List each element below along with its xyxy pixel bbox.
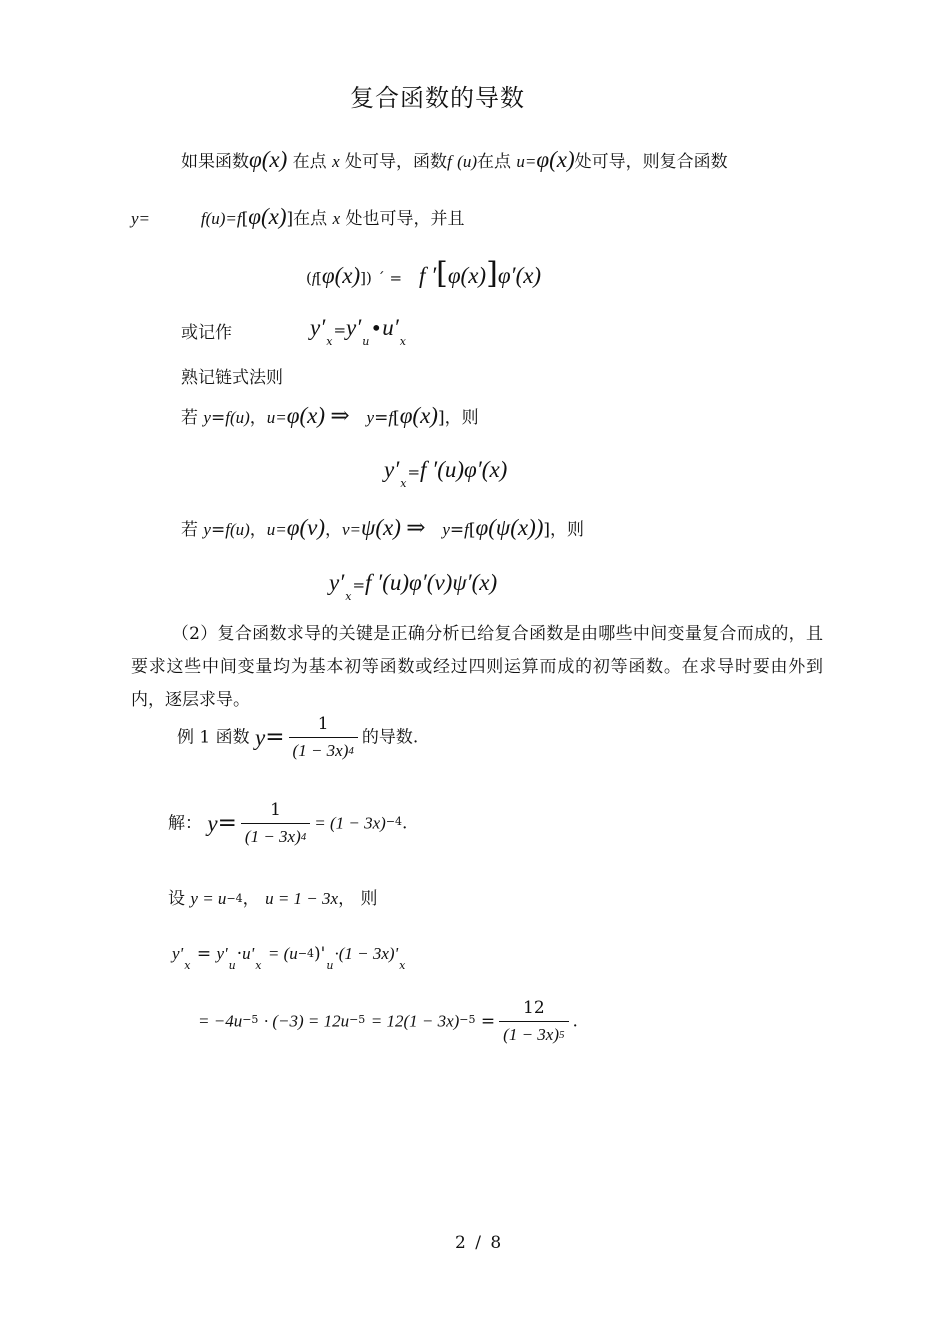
- math-symbol: =: [210, 408, 226, 428]
- rule-2: [181, 514, 584, 543]
- text: .: [402, 813, 408, 834]
- math-var: (u)=: [205, 209, 237, 228]
- math-symbol: [: [468, 520, 476, 540]
- text: 或记作: [181, 323, 232, 343]
- math-var: y': [172, 944, 184, 963]
- math-var: v=: [342, 520, 362, 539]
- math-f-prime: f ′: [418, 263, 437, 288]
- math-var: (u): [229, 408, 250, 427]
- substitution-line: [168, 889, 377, 909]
- text: .: [572, 1011, 578, 1032]
- math-symbol: [: [316, 269, 322, 287]
- math-var: f: [225, 520, 230, 539]
- result-1: [384, 456, 508, 490]
- math-subscript: x: [345, 590, 352, 603]
- math-symbol: ´ =: [377, 269, 403, 287]
- math-exponent: −4: [385, 815, 403, 829]
- math-phi-x: φ(x): [248, 204, 287, 229]
- derivative-line: [172, 944, 406, 972]
- text: 若: [181, 520, 198, 540]
- math-phi-psi-x: φ(ψ(x)): [475, 515, 544, 540]
- math-var: y': [216, 944, 228, 963]
- fraction: [289, 714, 358, 762]
- text: 如果函数: [181, 152, 249, 172]
- math-expression: u = 1 − 3x: [265, 889, 339, 908]
- math-exponent: −5: [459, 1013, 476, 1027]
- solution: [168, 800, 407, 848]
- text: [: [241, 209, 249, 229]
- text: ，: [249, 408, 267, 428]
- math-exponent: 4: [300, 831, 307, 844]
- math-var: u=: [266, 520, 287, 539]
- text: 在点: [292, 152, 327, 172]
- math-var: f: [225, 408, 230, 427]
- math-var: f: [311, 271, 317, 287]
- math-var: y: [203, 408, 211, 427]
- math-var: u′: [382, 315, 399, 340]
- text: 处也可导，并且: [345, 209, 465, 229]
- math-var: y: [203, 520, 211, 539]
- fraction: [241, 800, 310, 848]
- math-var: u': [242, 944, 255, 963]
- math-symbol: =: [374, 408, 389, 428]
- fraction-denominator: [499, 1021, 568, 1045]
- math-expression: = (1 − 3x): [314, 813, 386, 833]
- intro-line-2: [131, 203, 465, 231]
- example-label: 例 1 函数: [177, 727, 250, 748]
- math-symbol: =: [480, 1011, 496, 1032]
- math-symbol: )': [314, 944, 326, 964]
- math-var: f: [388, 408, 394, 427]
- math-expression: f ′(u)φ′(v)ψ′(x): [365, 570, 498, 595]
- text: ，则: [444, 408, 479, 428]
- math-phi-x: φ(x): [399, 403, 438, 428]
- implies-icon: ⇒: [406, 515, 426, 541]
- math-symbol: ]: [437, 408, 445, 428]
- math-var: y: [442, 520, 450, 539]
- text: 处可导，函数: [345, 152, 448, 172]
- math-subscript: x: [399, 335, 406, 348]
- text: 在点: [477, 152, 511, 172]
- text: 处可导，则复合函数: [574, 152, 728, 172]
- math-var: y: [255, 725, 266, 751]
- math-var: f: [464, 520, 469, 539]
- math-exponent: −4: [226, 892, 243, 905]
- math-subscript: u: [326, 959, 334, 972]
- math-subscript: u: [362, 335, 370, 348]
- math-var: (u): [229, 520, 250, 539]
- fraction-numerator: 12: [523, 998, 545, 1018]
- math-subscript: x: [326, 335, 333, 348]
- math-phi-x: φ(x): [447, 263, 487, 288]
- text: ，: [338, 889, 356, 909]
- math-symbol: =: [333, 321, 347, 339]
- math-exponent: −5: [349, 1013, 366, 1027]
- math-symbol: =: [196, 944, 212, 964]
- math-bracket: [: [436, 256, 448, 291]
- math-expression: (1 − 3x): [292, 741, 349, 761]
- notation-line: [181, 323, 232, 343]
- fraction-denominator: [289, 737, 358, 761]
- math-symbol: [: [393, 408, 400, 428]
- intro-line-1: [181, 146, 728, 174]
- math-expression: · (−3) = 12u: [263, 1011, 350, 1031]
- math-symbol: =: [217, 810, 237, 837]
- text: ，: [249, 520, 267, 540]
- math-var: y: [366, 408, 375, 427]
- math-symbol: =: [449, 520, 465, 540]
- math-var: (u): [457, 152, 477, 171]
- fraction: [499, 998, 568, 1046]
- math-expression: y = u: [190, 889, 227, 908]
- implies-icon: ⇒: [330, 403, 350, 429]
- math-expression: = −4u: [198, 1011, 243, 1031]
- math-var: u=: [516, 152, 537, 171]
- rule-1: [181, 402, 479, 431]
- math-var: x: [332, 152, 340, 171]
- chain-rule-heading: 熟记链式法则: [181, 368, 283, 388]
- math-var: f: [200, 209, 206, 228]
- math-symbol: =: [265, 724, 285, 751]
- text: ，: [325, 520, 343, 540]
- math-phi-v: φ(v): [286, 515, 326, 540]
- math-symbol: •: [370, 316, 383, 340]
- math-var: f: [236, 209, 242, 228]
- text: ]在点: [286, 209, 328, 229]
- fraction-denominator: [241, 823, 310, 847]
- fraction-numerator: 1: [317, 714, 329, 734]
- text: 则: [360, 889, 378, 909]
- math-var: f: [447, 152, 452, 171]
- math-var: y′: [384, 457, 400, 482]
- math-var: y′: [310, 315, 326, 340]
- math-var: y: [207, 811, 218, 837]
- math-phi-x: φ(x): [286, 403, 326, 428]
- example-1: [177, 714, 418, 762]
- math-expression: = 12(1 − 3x): [370, 1011, 460, 1031]
- math-var: y=: [131, 209, 151, 228]
- math-phi-x: φ(x): [249, 147, 288, 172]
- math-phi-x: φ(x): [536, 147, 575, 172]
- math-var: y′: [329, 570, 345, 595]
- page-number: 2 / 8: [455, 1233, 504, 1253]
- text: 的导数.: [361, 727, 419, 748]
- fraction-numerator: 1: [270, 800, 281, 820]
- math-bracket: ]: [486, 256, 498, 291]
- text: 若: [181, 408, 198, 428]
- math-phi-prime: φ′(x): [497, 263, 542, 288]
- formula-composite-derivative: [306, 256, 541, 292]
- math-subscript: x: [184, 959, 191, 972]
- math-expression: ·(1 − 3x)': [334, 944, 399, 963]
- math-var: u=: [266, 408, 287, 427]
- result-2: [329, 569, 498, 603]
- math-symbol: ]): [360, 269, 372, 287]
- math-symbol: =: [407, 463, 421, 481]
- body-paragraph: （2）复合函数求导的关键是正确分析已给复合函数是由哪些中间变量复合而成的，且要求这些中间变量均为基本初等函数或经过四则运算而成的初等函数。在求导时要由外到内，逐层求导。: [131, 624, 823, 710]
- math-subscript: x: [255, 959, 262, 972]
- math-symbol: =: [352, 576, 366, 594]
- solution-label: 解：: [168, 813, 202, 834]
- math-exponent: 5: [559, 1029, 565, 1042]
- math-psi-x: ψ(x): [361, 515, 401, 540]
- math-subscript: x: [399, 959, 406, 972]
- math-expression: (1 − 3x): [244, 827, 301, 847]
- text: 设: [168, 889, 185, 909]
- notation-formula: [310, 314, 407, 348]
- math-exponent: 4: [348, 745, 354, 758]
- math-expression: = (u: [267, 944, 298, 963]
- math-symbol: (: [306, 269, 312, 287]
- math-var: x: [332, 209, 341, 228]
- math-subscript: x: [400, 477, 407, 490]
- math-phi-x: φ(x): [321, 263, 361, 288]
- text: ，则: [550, 520, 585, 540]
- text: ，: [242, 889, 260, 909]
- math-exponent: −4: [297, 947, 315, 960]
- math-symbol: =: [210, 520, 226, 540]
- final-result: [198, 998, 578, 1046]
- math-expression: (1 − 3x): [503, 1025, 559, 1045]
- math-subscript: u: [228, 959, 236, 972]
- math-exponent: −5: [242, 1013, 259, 1027]
- math-symbol: ]: [543, 520, 551, 540]
- page-title: 复合函数的导数: [350, 84, 525, 112]
- math-expression: f ′(u)φ′(x): [420, 457, 508, 482]
- math-var: y′: [346, 315, 362, 340]
- math-symbol: ·: [236, 944, 243, 964]
